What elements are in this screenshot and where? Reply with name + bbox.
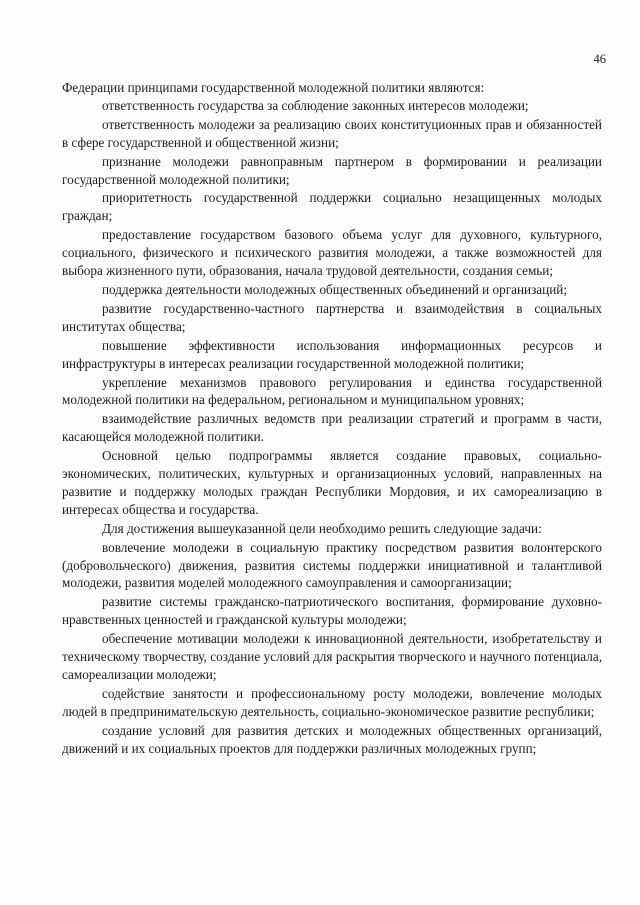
intro-paragraph: Федерации принципами государственной молодежной политики являются:	[62, 80, 485, 95]
task-item: вовлечение молодежи в социальную практику посредством развития волонтерского (добровольческого) движения, развития системы поддержки инициативной и талантливой молодежи, развития моделей молодежного самоуправления и самоорганизации;	[62, 539, 602, 591]
principle-item: повышение эффективности использования информационных ресурсов и инфраструктуры в интересах реализации государственной молодежной политики;	[62, 337, 602, 371]
task-item: содействие занятости и профессиональному росту молодежи, вовлечение молодых людей в предпринимательскую деятельность, социально-экономическое развитие республики;	[62, 685, 602, 719]
task-item: развитие системы гражданско-патриотического воспитания, формирование духовно-нравственных ценностей и гражданской культуры молодежи;	[62, 594, 602, 628]
principle-item: взаимодействие различных ведомств при реализации стратегий и программ в части, касающейся молодежной политики.	[62, 411, 602, 445]
task-item: создание условий для развития детских и молодежных общественных организаций, движений и их социальных проектов для поддержки различных молодежных групп;	[62, 722, 602, 756]
principle-item: поддержка деятельности молодежных общественных объединений и организаций;	[102, 281, 567, 297]
principle-item: развитие государственно-частного партнерства и взаимодействия в социальных институтах общества;	[62, 300, 602, 334]
document-body	[62, 79, 602, 759]
principle-item: приоритетность государственной поддержки социально незащищенных молодых граждан;	[62, 190, 602, 224]
page-number: 46	[593, 52, 606, 66]
principle-item: признание молодежи равноправным партнером в формировании и реализации государственной молодежной политики;	[62, 153, 602, 187]
task-item: обеспечение мотивации молодежи к инновационной деятельности, изобретательству и техническому творчеству, создание условий для раскрытия творческого и научного потенциала, самореализации молодежи;	[62, 631, 602, 682]
principle-item: предоставление государством базового объема услуг для духовного, культурного, социального, физического и психического развития молодежи, а также возможностей для выбора жизненного пути, образования, начала трудовой деятельности, создания семьи;	[62, 227, 602, 279]
goal-paragraph: Основной целью подпрограммы является создание правовых, социально-экономических, политических, культурных и организационных условий, направленных на развитие и поддержку молодых граждан Республики Мордовия, и их самореализацию в интересах общества и государства.	[62, 448, 602, 517]
principle-item: ответственность молодежи за реализацию своих конституционных прав и обязанностей в сфере государственной и общественной жизни;	[62, 116, 602, 150]
principle-item: укрепление механизмов правового регулирования и единства государственной молодежной политики на федеральном, региональном и муниципальном уровнях;	[62, 374, 602, 408]
principle-item: ответственность государства за соблюдение законных интересов молодежи;	[102, 97, 529, 113]
tasks-intro-paragraph: Для достижения вышеуказанной цели необходимо решить следующие задачи:	[102, 520, 542, 536]
